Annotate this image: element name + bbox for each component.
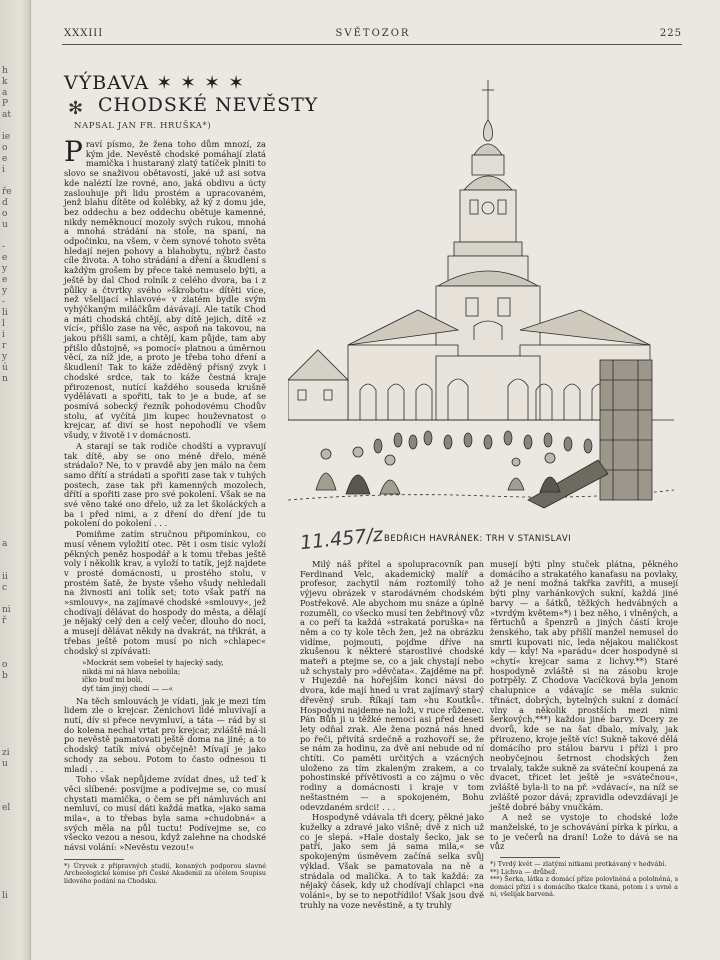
margin-fragment: ni — [2, 605, 11, 615]
margin-fragment: h — [2, 66, 8, 76]
margin-fragment: b — [2, 671, 8, 681]
paragraph: Milý náš přítel a spolupracovník pan Ferdinand Velc, akademický malíř a profesor, zachytil nám roztomilý toho výjevu obrázek v starodávném chodském Postřekově. Ale abychom mu snáze a úplně rozuměli, co všecko musí ten žebřinový vůz a co peří ta každá »strakatá poruška« na něm a co ty kole těch žen, jež na obrázku vidíme, pojmouti, pojďme dříve na zkušenou k některé starostlivé chodské mateři a ptejme se, co a jak chystají nebo už schystaly pro »děvčata«. Zajděme na př. v Hujezdě na hořejším konci návsi do dvora, kde mají hned u vrat zajímavý starý dřevěný srub. Říkají tam »hu Koutků«. Hospodyni najdeme na loži, v ruce růženec. Pán Bůh ji u těžké nemoci asi před deseti lety odňal zrak. Ale žena pozná nás hned po řeči, přivítá srdečně a rozhovoří se, že se nám za hodinu, za dvě ani nebude od ní chtíti. Co paměti určitých a vzácných uloženo za tím zkaleným zrakem, a co pohostinské přívětivosti a co zájmu o věc rodiny a domácnosti i kraje v tom neštastném — a spokojeném, Bohu odevzdaném srdci! . . . — [300, 559, 484, 812]
paragraph: Pomiňme zatím stručnou připomínkou, co musí věnem vyložití otec. Pět i osm tisíc vyloží pěkných peněz hospodář a k tomu třebas ještě voly i několik krav, a vyloží to tatík, jejž najdete v prosté domácnosti, u prostého stolu, v prostém šatě, že byste všeho všudy nehledali na živnosti ani tolik set; toto však patří na »smlouvy«, na zajímavé chodské »smlouvy«, jež chodívají dělávat do hospody do města, a dělají je nějaký celý den a celý večer, dlouho do noci, a musejí dělávat někdy na dvakrát, na třikrát, a třebas ještě potom musí po nich »chlapec« chodský si zpívávati: — [64, 529, 266, 656]
paragraph: Na těch smlouvách je vídati, jak je mezi tím lidem zle o krejcar. Ženichovi lidé mluvívají a nutí, dív si přece nevymluví, a táta — rád by si do kolena nechal vrtat pro krejcar, zvláště má-li po nevěstě pamatovati ještě doma na jiné; a to chodský tatík mívá obyčejně! Mívají je jako schody za sebou. Potom to často odnesou ti mladí . . . — [64, 695, 266, 774]
left-column — [64, 135, 266, 886]
margin-fragment: ie — [2, 132, 11, 142]
margin-fragment: a — [2, 539, 8, 549]
footnote: *) Úryvek z připravných studií, konaných podporou slavné Archeologické komise při České Akademii za účelem Soupisu lidového podání na Chodsku. — [64, 861, 266, 886]
page-number: 225 — [659, 28, 682, 39]
margin-fragment: c — [2, 583, 8, 593]
margin-fragment: el — [2, 803, 11, 813]
margin-fragment: k — [2, 77, 8, 87]
paragraph: Hospodyně vdávala tři dcery, pěkné jako kuželky a zdravé jako višně; dvě z nich už co je slepá. »Hale dostaly šecko, jak se patří, jako sem já sama mila,« se spokojeným úsměvem začíná selka svůj výklad. Však se pamatovala na ně a strádala od malička. A to tak každá: za nějaký čásek, kdy už chodívají chlapci »na voláni«, by se to nepotřídilo! Však jsou dvě truhly na voze nevěstině, a ty truhly — [300, 812, 484, 910]
verse-line: dyť tám jinýj chodí — —« — [82, 684, 174, 694]
verse-line: ičko buď mi bolí, — [82, 675, 143, 685]
margin-fragment: e — [2, 253, 8, 263]
margin-fragment: li — [2, 308, 8, 318]
margin-fragment: i — [2, 165, 5, 175]
paragraph: Praví písmo, že žena toho dům mnozí, za kým jde. Nevěstě chodské pomáhají zlatá mamička i hustaraný zlatý tatíček plniti to slovo se snaživou obětavostí, jaké už asi sotva kde naléztí lze rovné, ano, jaká obdivu a úcty zaslouhuje při lidu prostém a upracovaném, jenž blahu dítěte od kolébky, až ký z domu jde, bez oddechu a bez oddechu obětuje kamenné, nikdy neměknoucí mozoly svých rukou, mnohá a mnohá strádání na stole, na spaní, na odpočinku, na všem, v čem synové tohoto světa hledají nejen pohovy a blahobytu, nýbrž často cíle života. A toho strádání a dření a škudlení s každým grošem by přece také nemuselo býti, a ještě by dal Chod rolník z celého dvora, ba i z půlky a čtvrtky svého »škrobotu« dítěti více, než všelijací »hlavové« v zlatém bydle svým vyhýčkaným miláčkům dávávají. Ale tatík Chod a máti chodská chtějí, aby dítě jejich, dítě »z vící«, přišlo zase na věc, aspoň na takovou, na jakou přišli sami, a chtějí, kam půjde, tam aby přišlo důstojně, »s pomocí« platnou a úměrnou věcí, za níž jde, a proto je třeba toho dření a škudlení! Tak to káže zděděný přísný zvyk i chodské srdce, tak to káže čestná kraje přirozenost, nutící každého souseda krušně vydělávati a spořiti, tak to je a bude, ať se posmívá sobecký řezník pohodovému Chodův stolu, ať vyčítá jim kupec houževnatost o krejcar, ať diví se host nepohodlí ve všem všudy, v životě i v domácnosti. — [64, 135, 266, 441]
margin-fragment: a — [2, 88, 8, 98]
margin-fragment: - — [2, 242, 6, 252]
drop-cap: P — [64, 135, 83, 168]
margin-fragment: ře — [2, 187, 12, 197]
margin-fragment: l — [2, 319, 5, 329]
header-rule — [62, 44, 682, 45]
footnote: *) Tvrdý květ — zlatýmí nitkami protkávaný v hedvábí. — [490, 860, 667, 869]
margin-fragment: o — [2, 143, 8, 153]
article-title-line2: CHODSKÉ NEVĚSTY — [98, 94, 319, 116]
volume-number: XXXIII — [64, 28, 104, 39]
margin-fragment: e — [2, 275, 8, 285]
previous-page-edge — [0, 0, 31, 960]
market-illustration — [288, 80, 674, 520]
margin-fragment: ii — [2, 572, 8, 582]
margin-fragment: at — [2, 110, 11, 120]
right-column — [490, 560, 678, 899]
margin-fragment: u — [2, 220, 8, 230]
paragraph: A starají se tak rodiče chodští a vypravují tak dítě, aby se ono méně dřelo, méně strádalo? Ne, to v pravdě aby jen málo na čem samo dřítí a strádati a spořiti zase tak v tuhých postech, zase tak při kamenných mozolech, dřítí a spořiti zase pro své pokolení. Však se na své věno také ono dřelo, už za let školáckých a ba i před nimi, a z dření do dření jde tu pokolení do pokolení . . . — [64, 440, 266, 529]
margin-fragment: y — [2, 264, 8, 274]
running-header — [64, 28, 682, 44]
handwritten-catalog-number: 11.457/z — [299, 523, 384, 555]
byline: NAPSAL JAN FR. HRUŠKA*) — [74, 121, 212, 131]
middle-column — [300, 560, 484, 911]
paragraph: Toho však nepůjdeme zvídat dnes, už teď k věci slíbené: posvíjme a podívejme se, co musí chystati mamička, o čem se při námluvách ani nemluví, co musí dáti každá matka, »jako sama mila«, a to třebas byla sama »chudobná« a svých měla na půl tuctu! Podívejme se, co všecko vezou a nesou, když zalehne na chodské návsi volání: »Nevěstu vezou!« — [64, 774, 266, 853]
margin-fragment: i — [2, 330, 5, 340]
margin-fragment: li — [2, 891, 8, 901]
verse-line: »Mockrát sem vobešel ty hajecký sady, — [82, 658, 224, 668]
margin-fragment: zi — [2, 748, 10, 758]
margin-fragment: e — [2, 154, 8, 164]
margin-fragment: y — [2, 286, 8, 296]
verse-line: nikdá mi ná hlava nebolila; — [82, 666, 181, 676]
margin-fragment: o — [2, 660, 8, 670]
margin-fragment: P — [2, 99, 9, 109]
margin-fragment: u — [2, 759, 8, 769]
footnote: **) Lichva — drůbež. — [490, 867, 558, 876]
margin-fragment: y — [2, 352, 8, 362]
margin-fragment: d — [2, 198, 8, 208]
illustration-caption: BEDŘICH HAVRÁNEK: TRH V STANISLAVI — [384, 534, 572, 544]
margin-fragment: o — [2, 209, 8, 219]
footnote-rule — [500, 857, 560, 858]
paragraph: musejí býti plny stuček plátna, pěkného domácího a strakatého kanafasu na povlaky, až je není možná takřka zavříti, a musejí býti plny varhánkových sukní, každá jiné barvy — a šátků, těžkých hedvábných a »tvrdým květem«*) i bez něho, i vlněných, a fěrtuchů a špenzrů a jiných částí kroje ženského, tak aby přišlí manžel nemusel do smrti kupovati nic, leda nějakou maličkost kdy — kdy! Na »parádu« dcer hospodyně si »chytí« krejcar sama z lichvy.**) Staré hospodyně zvláště si na zásobu kroje potrpěly. Z Chodova Vacíčková byla jenom chalupnice a vdávajíc se měla suknic třináct, dobrých, bytelných sukní z domácí vlny a několik prostších mezi nimi šerkových,***) každou jiné barvy. Dcery ze dvorů, kde se na šat dbalo, mívaly, jak přirozeno, kroje ještě víc! Sukně takové dělá domácího pro stálou barvu i přízi i pro neobyčejnou šetrnost chodských žen trvalaly, takže sukně za sváteční koupená za dvacet, třicet let ještě je »svátečnou«, zvláště byla-li to na př. »vdávací«, na níž se zvláště pozor dává; zpravidla odevzdávají je ještě dobré báby vnučkám. — [490, 559, 678, 812]
margin-fragment: n — [2, 374, 8, 384]
footnote: ***) Šerka, látka z domácí příze polovlněná a pololněná, s domácí přízí i s domácího tkalce tkaná, potom i s uvně a ní, všelijak barvená. — [490, 875, 678, 899]
margin-fragment: r — [2, 341, 7, 351]
article-title-line1: VÝBAVA ✶ ✶ ✶ ✶ — [64, 72, 245, 94]
margin-fragment: - — [2, 297, 6, 307]
footnote-rule — [64, 859, 124, 860]
margin-fragment: ú — [2, 363, 8, 373]
paragraph: A než se vystoje to chodské lože manželské, to je schovávání pírka k pírku, a to je večerů na draní! Lože to dává se na vůz — [490, 812, 678, 852]
folk-song-verse — [82, 659, 266, 693]
magazine-title: SVĚTOZOR — [335, 28, 411, 39]
flower-ornament-icon: ✻ — [68, 98, 84, 119]
margin-fragment: ř — [2, 616, 7, 626]
